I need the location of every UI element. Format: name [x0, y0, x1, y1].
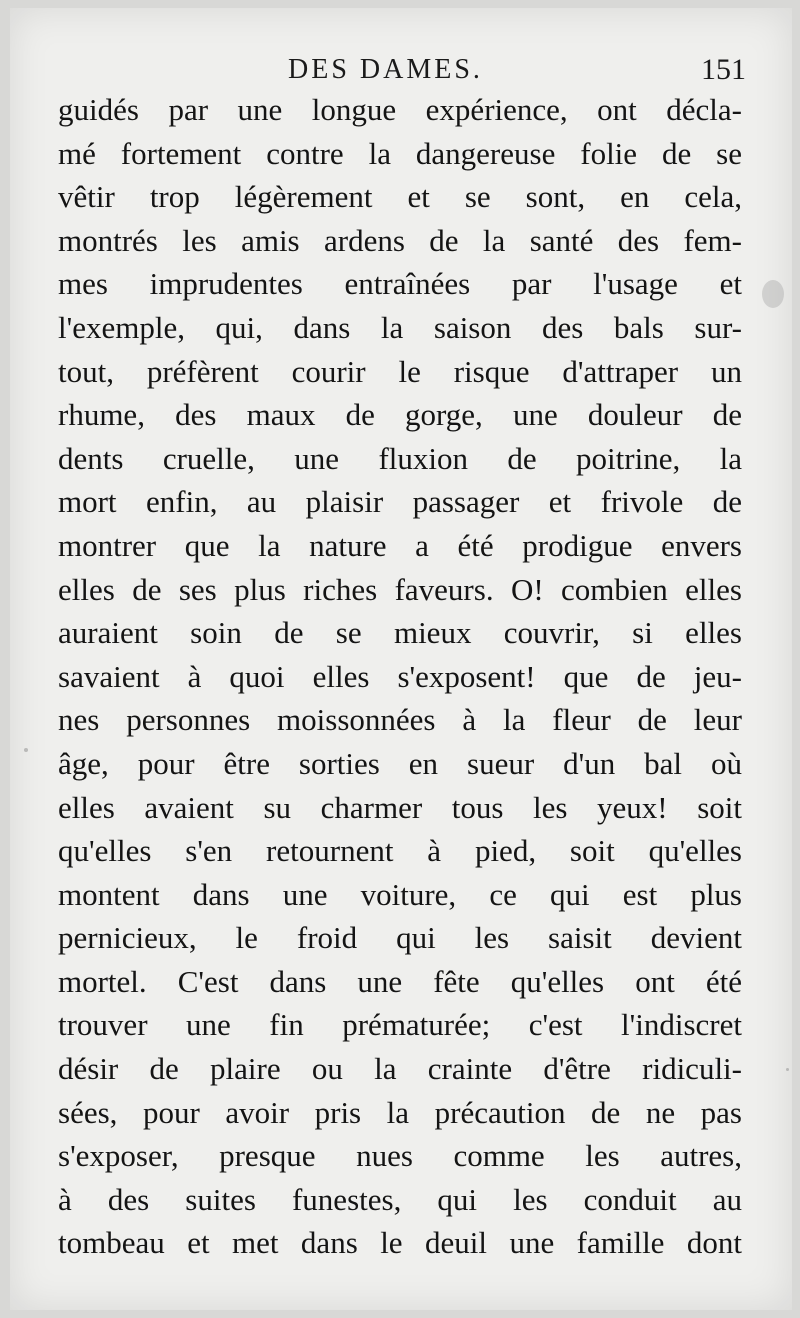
book-page	[10, 8, 792, 1310]
paper-speck	[24, 748, 28, 752]
text-line: montrer que la nature a été prodigue envers	[58, 527, 742, 563]
text-line: montent dans une voiture, ce qui est plus	[58, 876, 742, 912]
page-number: 151	[701, 53, 746, 86]
text-line: à des suites funestes, qui les conduit au	[58, 1181, 742, 1217]
text-line: elles avaient su charmer tous les yeux! soit	[58, 789, 742, 825]
text-line: mé fortement contre la dangereuse folie de se	[58, 135, 742, 171]
text-line: vêtir trop légèrement et se sont, en cela,	[58, 179, 742, 215]
text-line: mortel. C'est dans une fête qu'elles ont été	[58, 963, 742, 999]
body-text	[58, 88, 742, 1265]
running-head: DES DAMES.	[288, 54, 483, 85]
text-line: dents cruelle, une fluxion de poitrine, la	[58, 440, 742, 476]
text-line: tombeau et met dans le deuil une famille dont	[58, 1225, 742, 1261]
text-line: l'exemple, qui, dans la saison des bals sur-	[58, 309, 742, 345]
text-line: rhume, des maux de gorge, une douleur de	[58, 397, 742, 433]
text-line: nes personnes moissonnées à la fleur de leur	[58, 702, 742, 738]
paper-speck	[786, 1068, 789, 1071]
text-line: s'exposer, presque nues comme les autres,	[58, 1138, 742, 1174]
text-line: guidés par une longue expérience, ont décla-	[58, 92, 742, 127]
page-header	[10, 50, 792, 90]
text-line: montrés les amis ardens de la santé des fem-	[58, 222, 742, 258]
text-line: elles de ses plus riches faveurs. O! combien elles	[58, 571, 742, 607]
text-line: auraient soin de se mieux couvrir, si elles	[58, 615, 742, 651]
text-line: trouver une fin prématurée; c'est l'indiscret	[58, 1007, 742, 1043]
text-line: qu'elles s'en retournent à pied, soit qu'elles	[58, 833, 742, 869]
text-line: désir de plaire ou la crainte d'être ridiculi-	[58, 1051, 742, 1087]
text-line: mort enfin, au plaisir passager et frivole de	[58, 484, 742, 520]
text-line: mes imprudentes entraînées par l'usage et	[58, 266, 742, 302]
text-line: âge, pour être sorties en sueur d'un bal où	[58, 745, 742, 781]
text-line: pernicieux, le froid qui les saisit devient	[58, 920, 742, 956]
text-line: tout, préfèrent courir le risque d'attraper un	[58, 353, 742, 389]
paper-speck	[762, 280, 784, 308]
text-line: savaient à quoi elles s'exposent! que de jeu-	[58, 658, 742, 694]
text-line: sées, pour avoir pris la précaution de ne pas	[58, 1094, 742, 1130]
